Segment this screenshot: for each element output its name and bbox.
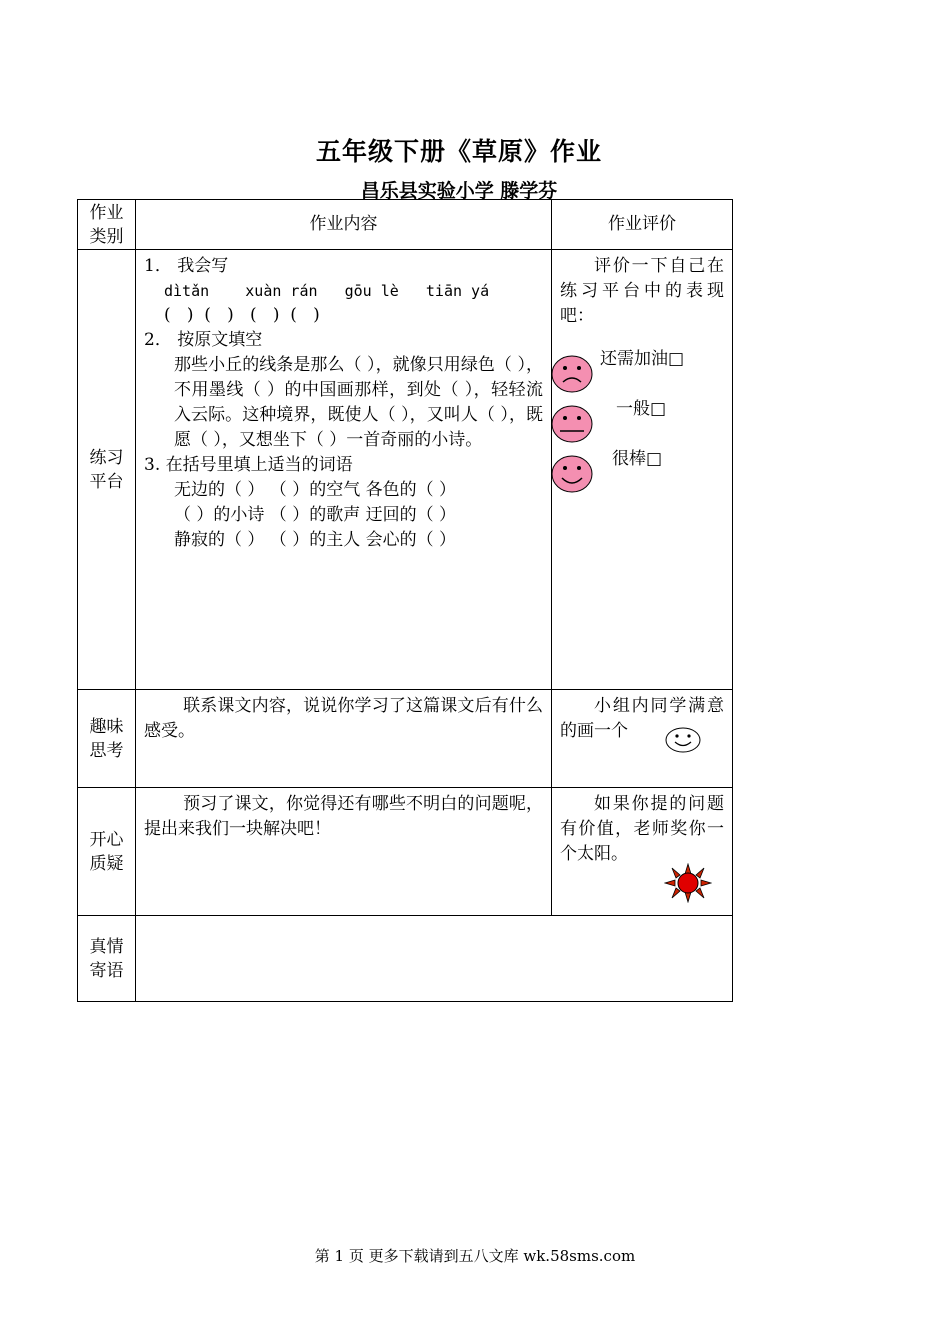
q2-title: 2． 按原文填空 <box>144 330 263 350</box>
row-question <box>78 788 733 916</box>
sun-icon <box>664 863 712 903</box>
eval-thinking <box>552 690 733 788</box>
q3-line-1: 无边的（ ） （ ）的空气 各色的（ ） <box>174 480 457 500</box>
content-question: 预习了课文，你觉得还有哪些不明白的问题呢，提出来我们一块解决吧！ <box>136 788 552 916</box>
smiley-icon <box>664 726 702 754</box>
eval-question <box>552 788 733 916</box>
doc-title: 五年级下册《草原》作业 <box>315 137 602 166</box>
q2-text: 那些小丘的线条是那么（ ），就像只用绿色（ ），不用墨线（ ）的中国画那样，到处（ ），轻轻流入云际。这种境界，既使人（ ），又叫人（ ），既愿（ ），又想坐下（ ）一首奇丽的小诗。 <box>174 355 543 450</box>
header-content: 作业内容 <box>136 200 552 250</box>
header-eval: 作业评价 <box>552 200 733 250</box>
eval-option-row <box>552 449 732 499</box>
homework-table <box>77 199 733 1002</box>
sad-face-icon <box>550 354 594 394</box>
row-message <box>78 916 733 1002</box>
content-practice <box>136 250 552 690</box>
q3-line-3: 静寂的（ ） （ ）的主人 会心的（ ） <box>174 530 457 550</box>
row-thinking <box>78 690 733 788</box>
category-thinking: 趣味思考 <box>78 690 136 788</box>
eval-intro: 评价一下自己在练习平台中的表现吧： <box>560 256 724 326</box>
content-message <box>136 916 733 1002</box>
eval-option-label: 很棒□ <box>612 449 663 469</box>
header-category: 作业类别 <box>78 200 136 250</box>
q1-pinyin: dìtǎn xuàn rán gōu lè tiān yá <box>164 282 490 300</box>
page-footer: 第 1 页 更多下载请到五八文库 wk.58sms.com <box>314 1247 636 1265</box>
eval-option-row <box>552 399 732 449</box>
eval-option-label: 一般□ <box>616 399 667 419</box>
category-practice: 练习平台 <box>78 250 136 690</box>
happy-face-icon <box>550 454 594 494</box>
row-practice <box>78 250 733 690</box>
eval-option-label: 还需加油□ <box>600 349 685 369</box>
eval-option-row <box>552 349 732 399</box>
content-thinking: 联系课文内容，说说你学习了这篇课文后有什么感受。 <box>136 690 552 788</box>
q3-title: 3. 在括号里填上适当的词语 <box>144 455 353 475</box>
q3-line-2: （ ）的小诗 （ ）的歌声 迂回的（ ） <box>174 505 457 525</box>
category-message: 真情寄语 <box>78 916 136 1002</box>
q1-title: 1． 我会写 <box>144 256 229 276</box>
category-question: 开心质疑 <box>78 788 136 916</box>
doc-subtitle: 昌乐县实验小学 滕学芬 <box>360 180 558 202</box>
eval-question-text: 如果你提的问题有价值，老师奖你一个太阳。 <box>560 794 724 864</box>
q1-blanks: ( ) ( ) ( ) ( ) <box>164 305 320 325</box>
table-header-row <box>78 200 733 250</box>
eval-thinking-text: 小组内同学满意的画一个 <box>560 696 724 741</box>
eval-practice <box>552 250 733 690</box>
neutral-face-icon <box>550 404 594 444</box>
